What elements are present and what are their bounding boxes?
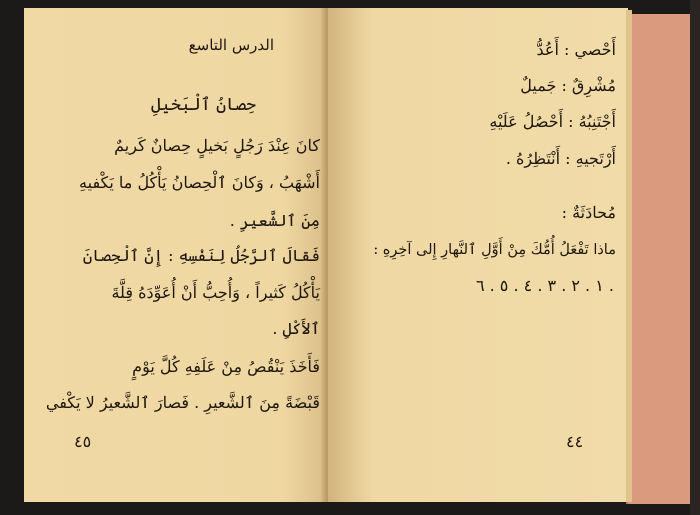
text-line: أَشْهَبُ ، وَكانَ ٱلْحِصانُ يَأْكُلُ ما يَكْفيهِ: [79, 173, 320, 192]
page-block-edge: [626, 10, 632, 502]
vocab-line: أَجْتَنِبُهُ : أَحْصُلُ عَلَيْهِ: [489, 112, 616, 131]
text-line: مِنَ ٱلشَّعيرِ .: [229, 211, 320, 230]
text-line: ٱلأَكْلِ .: [272, 319, 320, 338]
text-line: فَقالَ ٱلرَّجُلُ لِنَفْسِهِ : إِنَّ ٱلْحِصانَ: [82, 246, 320, 265]
text-line: كانَ عِنْدَ رَجُلٍ بَخيلٍ حِصانٌ كَريمٌ: [114, 136, 320, 155]
lesson-title: حِصانُ ٱلْبَخيلِ: [150, 95, 256, 115]
background-edge: [690, 0, 700, 515]
text-line: قَبْضَةً مِنَ ٱلشَّعيرِ . فَصارَ ٱلشَّعيرُ لا يَكْفي: [45, 393, 320, 412]
conversation-heading: مُحادَثَةٌ :: [561, 203, 616, 222]
answer-numbering: ١ . ٢ . ٣ . ٤ . ٥ . ٦ .: [475, 276, 614, 295]
right-page: [328, 8, 628, 502]
vocab-line: أَحْصي : أَعُدُّ: [536, 40, 616, 59]
left-page: [24, 8, 328, 502]
page-number: ٤٥: [74, 432, 92, 451]
vocab-line: مُشْرِقٌ : جَميلٌ: [520, 76, 616, 95]
back-cover: [626, 14, 700, 504]
text-line: فَأَخَذَ يَنْقُصُ مِنْ عَلَفِهِ كُلَّ يَوْمٍ: [132, 357, 320, 376]
vocab-line: أَرْتَجيهِ : أَنْتَظِرُهُ .: [505, 149, 616, 168]
lesson-header: الدرس التاسع: [188, 36, 274, 54]
page-number: ٤٤: [566, 432, 584, 451]
text-line: يَأْكُلُ كَثيراً ، وَأُحِبُّ أَنْ أُعَوِّدَهُ قِلَّةَ: [111, 283, 320, 302]
conversation-question: ماذا تَفْعَلُ أُمُّكَ مِنْ أَوَّلِ ٱلنَّهارِ إِلى آخِرِهِ :: [373, 242, 616, 258]
